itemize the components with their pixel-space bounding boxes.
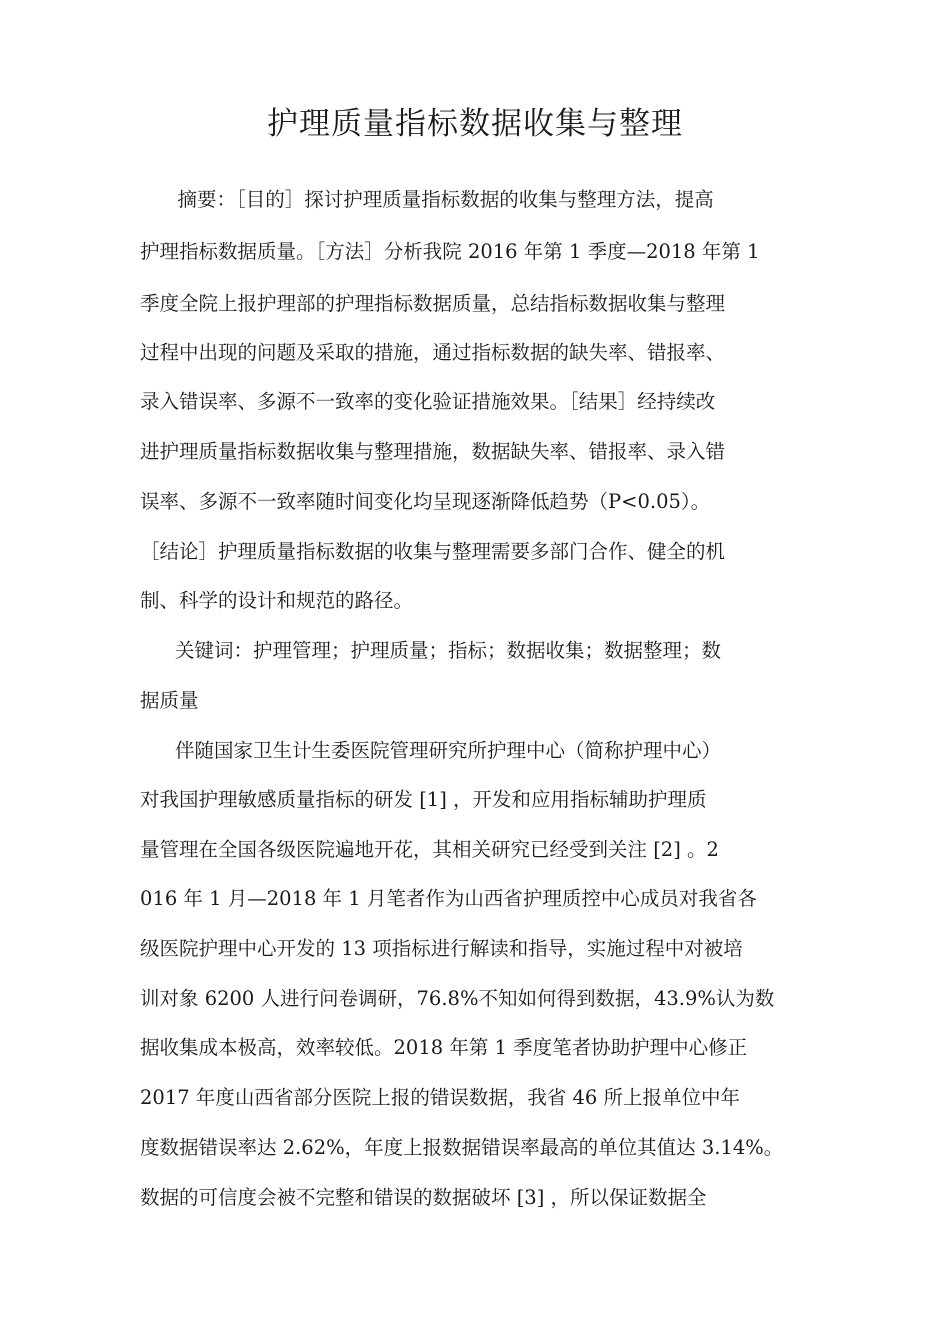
abstract-line-4: 过程中出现的问题及采取的措施，通过指标数据的缺失率、错报率、: [140, 341, 726, 364]
document-title: 护理质量指标数据收集与整理: [267, 106, 683, 142]
abstract-line-1: 摘要：［目的］探讨护理质量指标数据的收集与整理方法，提高: [158, 188, 714, 211]
body-line-10: 数据的可信度会被不完整和错误的数据破坏 [3] ，所以保证数据全: [140, 1186, 707, 1209]
body-line-9: 度数据错误率达 2.62%，年度上报数据错误率最高的单位其值达 3.14%。: [140, 1136, 784, 1159]
abstract-line-7: 误率、多源不一致率随时间变化均呈现逐渐降低趋势（P<0.05）。: [140, 490, 711, 513]
body-line-5: 级医院护理中心开发的 13 项指标进行解读和指导，实施过程中对被培: [140, 937, 743, 960]
body-line-7: 据收集成本极高，效率较低。2018 年第 1 季度笔者协助护理中心修正: [140, 1036, 748, 1059]
abstract-line-3: 季度全院上报护理部的护理指标数据质量，总结指标数据收集与整理: [140, 292, 726, 315]
body-line-8: 2017 年度山西省部分医院上报的错误数据，我省 46 所上报单位中年: [140, 1086, 741, 1109]
abstract-line-5: 录入错误率、多源不一致率的变化验证措施效果。［结果］经持续改: [140, 390, 716, 413]
body-line-6: 训对象 6200 人进行问卷调研，76.8%不知如何得到数据，43.9%认为数: [140, 987, 775, 1010]
body-line-4: 016 年 1 月—2018 年 1 月笔者作为山西省护理质控中心成员对我省各: [140, 887, 757, 910]
abstract-line-9: 制、科学的设计和规范的路径。: [140, 589, 414, 612]
abstract-line-2: 护理指标数据质量。［方法］分析我院 2016 年第 1 季度—2018 年第 1: [140, 240, 760, 263]
keywords-line-2: 据质量: [140, 689, 199, 712]
abstract-line-8: ［结论］护理质量指标数据的收集与整理需要多部门合作、健全的机: [140, 540, 726, 563]
body-line-1: 伴随国家卫生计生委医院管理研究所护理中心（简称护理中心）: [175, 739, 722, 762]
abstract-line-6: 进护理质量指标数据收集与整理措施，数据缺失率、错报率、录入错: [140, 440, 726, 463]
keywords-line-1: 关键词：护理管理；护理质量；指标；数据收集；数据整理；数: [175, 639, 722, 662]
body-line-2: 对我国护理敏感质量指标的研发 [1] ，开发和应用指标辅助护理质: [140, 788, 707, 811]
body-line-3: 量管理在全国各级医院遍地开花，其相关研究已经受到关注 [2] 。2: [140, 838, 719, 861]
